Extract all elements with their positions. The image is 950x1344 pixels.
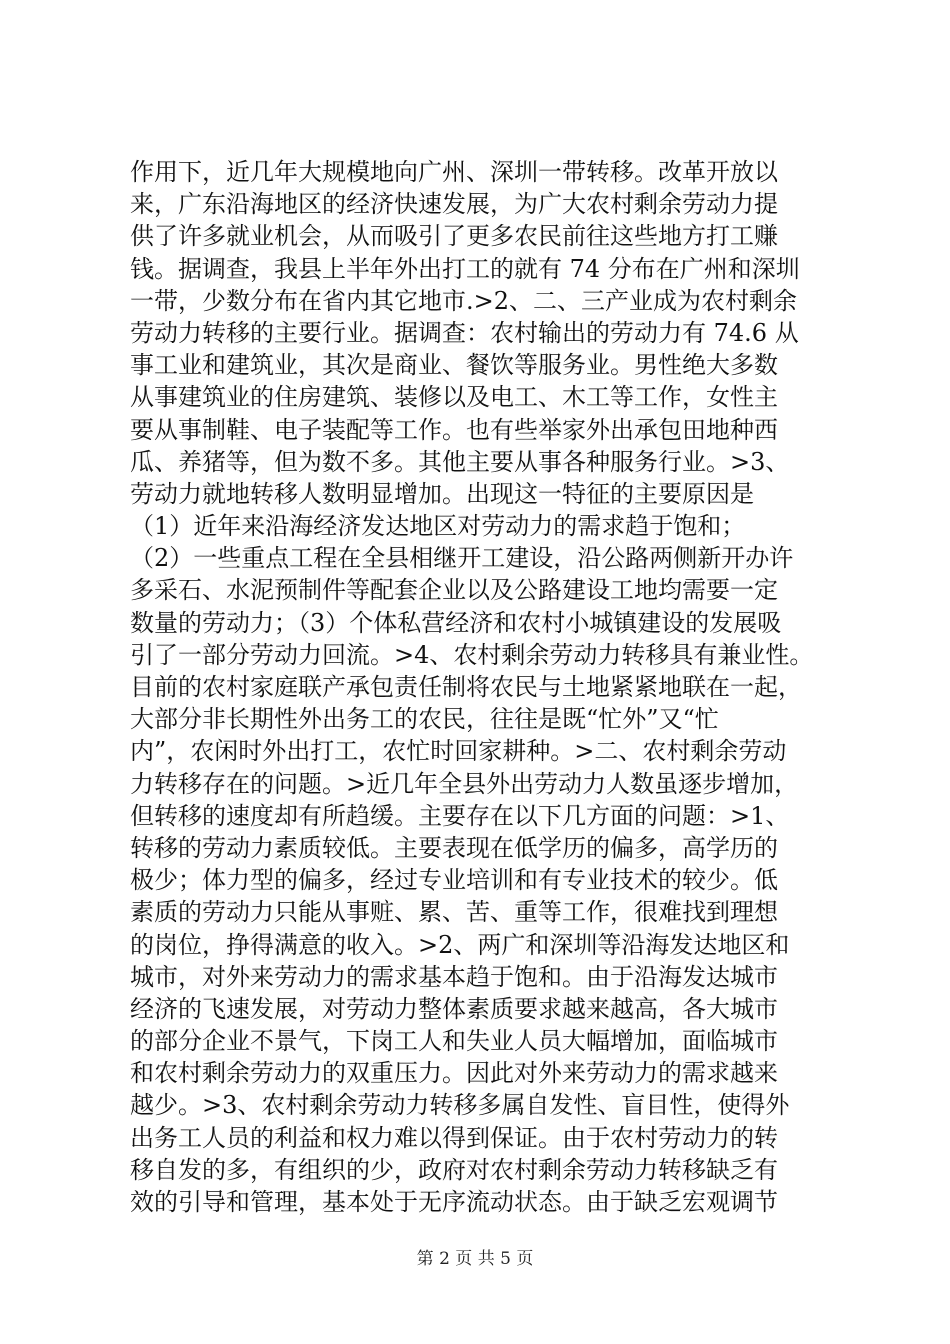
body-line: 多采石、水泥预制件等配套企业以及公路建设工地均需要一定 [130, 576, 778, 605]
body-line: 出务工人员的利益和权力难以得到保证。由于农村劳动力的转 [130, 1123, 778, 1152]
body-line: 力转移存在的问题。>近几年全县外出劳动力人数虽逐步增加， [130, 769, 799, 798]
body-line: 从事建筑业的住房建筑、装修以及电工、木工等工作，女性主 [130, 383, 778, 412]
body-line: 要从事制鞋、电子装配等工作。也有些举家外出承包田地种西 [130, 415, 778, 444]
body-line: 和农村剩余劳动力的双重压力。因此对外来劳动力的需求越来 [130, 1059, 778, 1088]
body-line: 来，广东沿海地区的经济快速发展，为广大农村剩余劳动力提 [130, 190, 778, 219]
body-line: 效的引导和管理，基本处于无序流动状态。由于缺乏宏观调节 [130, 1188, 778, 1216]
body-line: 但转移的速度却有所趋缓。主要存在以下几方面的问题：>1、 [130, 801, 790, 830]
body-line: 城市，对外来劳动力的需求基本趋于饱和。由于沿海发达城市 [130, 962, 778, 991]
body-line: 极少；体力型的偏多，经过专业培训和有专业技术的较少。低 [130, 866, 778, 895]
body-line: 供了许多就业机会，从而吸引了更多农民前往这些地方打工赚 [130, 222, 778, 251]
body-line: 内”，农闲时外出打工，农忙时回家耕种。>二、农村剩余劳动 [130, 737, 787, 766]
body-line: 钱。据调查，我县上半年外出打工的就有 74 分布在广州和深圳 [130, 254, 800, 283]
body-line: 事工业和建筑业，其次是商业、餐饮等服务业。男性绝大多数 [130, 351, 778, 380]
body-line: 引了一部分劳动力回流。>4、农村剩余劳动力转移具有兼业性。 [130, 640, 814, 669]
body-line: 劳动力转移的主要行业。据调查：农村输出的劳动力有 74.6 从 [130, 318, 799, 347]
body-line: （2）一些重点工程在全县相继开工建设，沿公路两侧新开办许 [130, 544, 794, 573]
body-line: 的部分企业不景气，下岗工人和失业人员大幅增加，面临城市 [130, 1027, 778, 1056]
body-line: 越少。>3、农村剩余劳动力转移多属自发性、盲目性，使得外 [130, 1091, 790, 1120]
body-line: 目前的农村家庭联产承包责任制将农民与土地紧紧地联在一起， [130, 673, 802, 701]
body-line: 素质的劳动力只能从事赃、累、苦、重等工作，很难找到理想 [130, 898, 778, 927]
body-line: 作用下，近几年大规模地向广州、深圳一带转移。改革开放以 [130, 158, 778, 186]
body-line: 转移的劳动力素质较低。主要表现在低学历的偏多，高学历的 [130, 833, 778, 862]
body-line: 一带，少数分布在省内其它地市.>2、二、三产业成为农村剩余 [130, 286, 798, 315]
body-line: 经济的飞速发展，对劳动力整体素质要求越来越高，各大城市 [130, 994, 778, 1023]
body-line: 的岗位，挣得满意的收入。>2、两广和深圳等沿海发达地区和 [130, 930, 790, 959]
body-line: 数量的劳动力；（3）个体私营经济和农村小城镇建设的发展吸 [130, 608, 782, 637]
body-line: 劳动力就地转移人数明显增加。出现这一特征的主要原因是 [130, 479, 754, 508]
body-line: 大部分非长期性外出务工的农民，往往是既“忙外”又“忙 [130, 705, 719, 734]
body-line: 瓜、养猪等，但为数不多。其他主要从事各种服务行业。>3、 [130, 447, 790, 476]
body-text [130, 156, 830, 1218]
body-line: （1）近年来沿海经济发达地区对劳动力的需求趋于饱和； [130, 512, 746, 541]
body-line: 移自发的多，有组织的少，政府对农村剩余劳动力转移缺乏有 [130, 1155, 778, 1184]
page-footer: 第 2 页 共 5 页 [416, 1249, 534, 1269]
